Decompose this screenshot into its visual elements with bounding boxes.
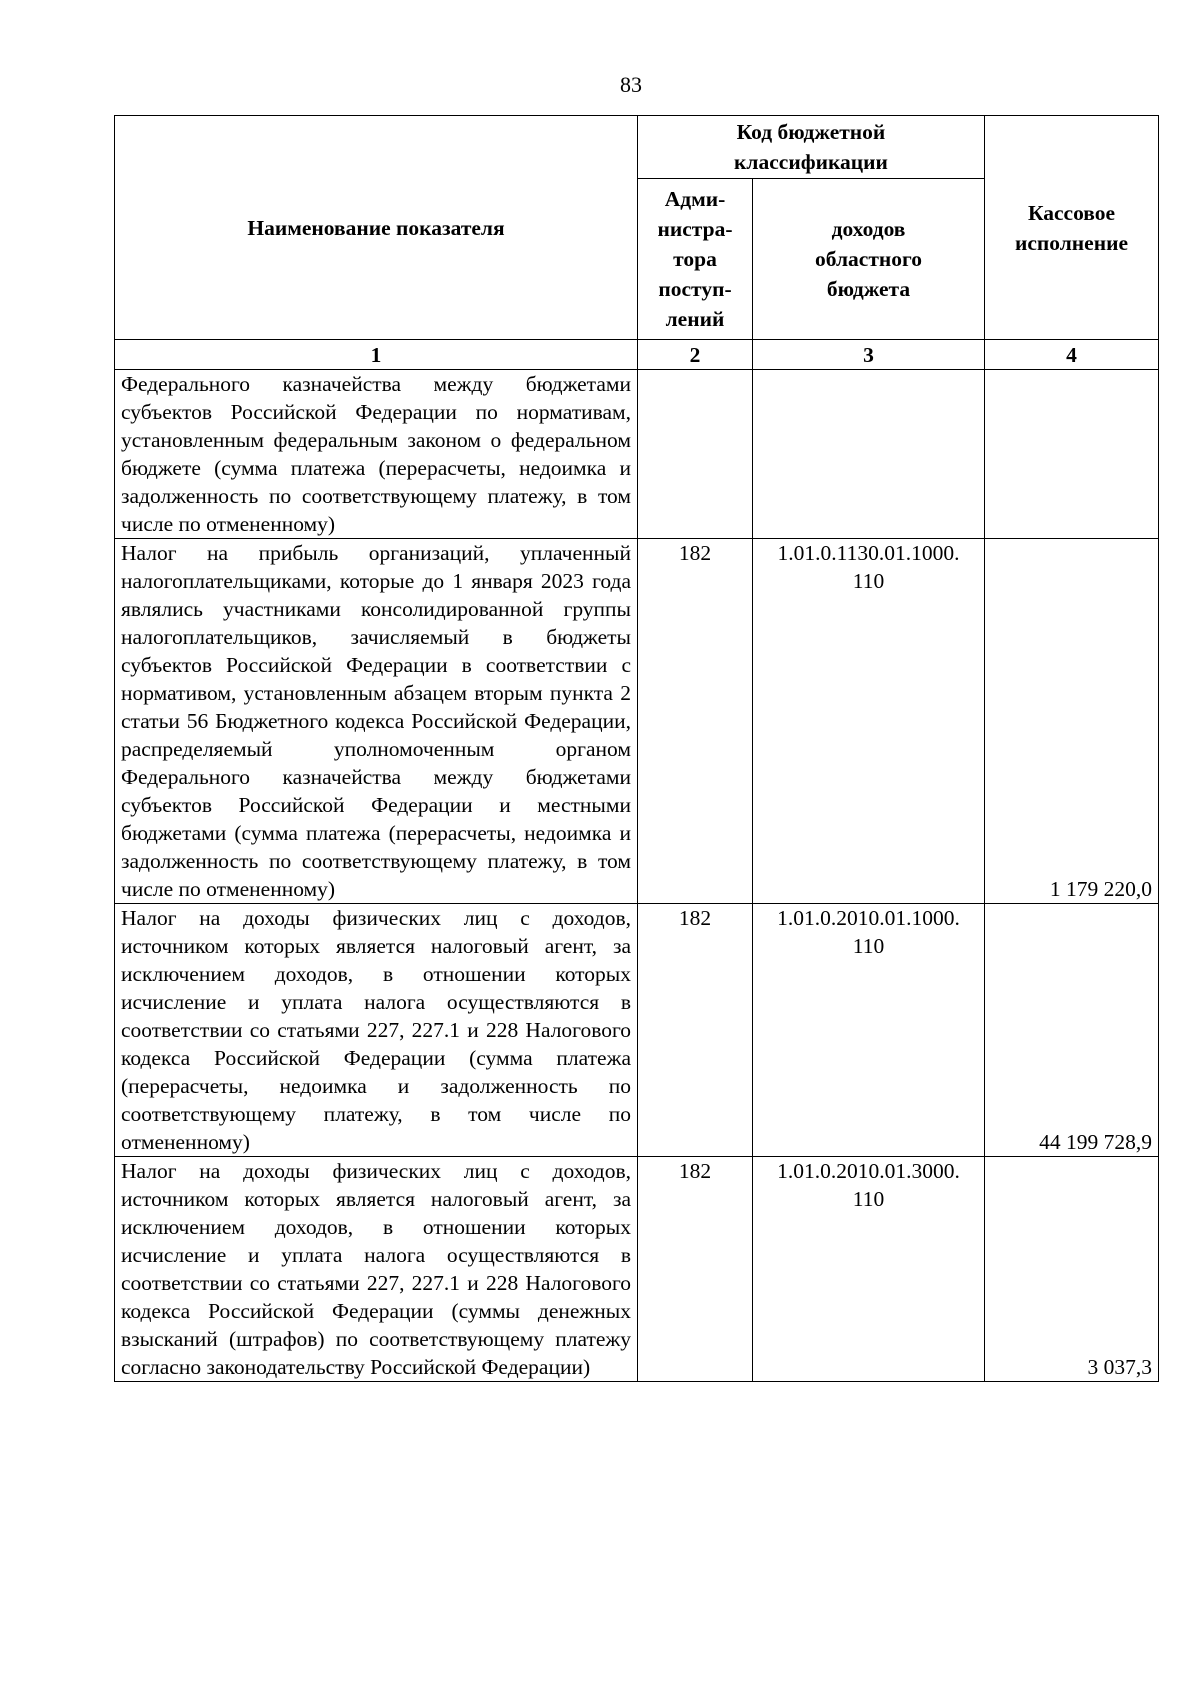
row-income-code-text: 1.01.0.2010.01.1000. 110 [777,906,960,958]
page-number: 83 [620,72,642,97]
row-admin-code: 182 [638,539,753,904]
table-row [115,904,1159,1157]
header-code-group-label: Код бюджетной классификации [734,120,888,174]
header-admin-label: Адми- нистра- тора поступ- лений [657,187,733,331]
row-admin-code: 182 [638,904,753,1157]
row-income-code [753,904,985,1157]
header-name: Наименование показателя [115,116,638,340]
column-number-1: 1 [115,340,638,370]
row-income-code-text: 1.01.0.1130.01.1000. 110 [777,541,960,593]
header-execution-label: Кассовое исполнение [1014,200,1129,255]
column-number-row [115,340,1159,370]
column-number-2: 2 [638,340,753,370]
table-row [115,539,1159,904]
row-income-code-text: 1.01.0.2010.01.3000. 110 [777,1159,960,1211]
table-row [115,370,1159,539]
header-code-group [638,116,985,179]
row-name: Налог на доходы физических лиц с доходов, источником которых является налоговый агент, за исключением доходов, в отношении которых исчисление и уплата налога осуществляются в соответствии со статьями 227, 227.1 и 228 Налогового кодекса Российской Федерации (суммы денежных взысканий (штрафов) по соответствующему платежу согласно законодательству Российской Федерации) [115,1157,638,1382]
row-name: Федерального казначейства между бюджетами субъектов Российской Федерации по нормативам, установленным федеральным законом о федеральном бюджете (сумма платежа (перерасчеты, недоимка и задолженность по соответствующему платежу, в том числе по отмененному) [115,370,638,539]
row-admin-code [638,370,753,539]
row-amount [985,370,1159,539]
row-amount: 44 199 728,9 [985,904,1159,1157]
row-income-code [753,539,985,904]
budget-table [114,115,1159,1382]
header-income-label: доходов областного бюджета [815,217,922,301]
header-admin [638,179,753,340]
column-number-4: 4 [985,340,1159,370]
row-income-code [753,1157,985,1382]
header-execution [985,116,1159,340]
row-income-code [753,370,985,539]
row-name: Налог на прибыль организаций, уплаченный налогоплательщиками, которые до 1 января 2023 года являлись участниками консолидированной группы налогоплательщиков, зачисляемый в бюджеты субъектов Российской Федерации в соответствии с нормативом, установленным абзацем вторым пункта 2 статьи 56 Бюджетного кодекса Российской Федерации, распределяемый уполномоченным органом Федерального казначейства между бюджетами субъектов Российской Федерации и местными бюджетами (сумма платежа (перерасчеты, недоимка и задолженность по соответствующему платежу, в том числе по отмененному) [115,539,638,904]
row-name: Налог на доходы физических лиц с доходов, источником которых является налоговый агент, за исключением доходов, в отношении которых исчисление и уплата налога осуществляются в соответствии со статьями 227, 227.1 и 228 Налогового кодекса Российской Федерации (сумма платежа (перерасчеты, недоимка и задолженность по соответствующему платежу, в том числе по отмененному) [115,904,638,1157]
row-amount: 3 037,3 [985,1157,1159,1382]
row-admin-code: 182 [638,1157,753,1382]
table-row [115,1157,1159,1382]
header-income [753,179,985,340]
row-amount: 1 179 220,0 [985,539,1159,904]
column-number-3: 3 [753,340,985,370]
